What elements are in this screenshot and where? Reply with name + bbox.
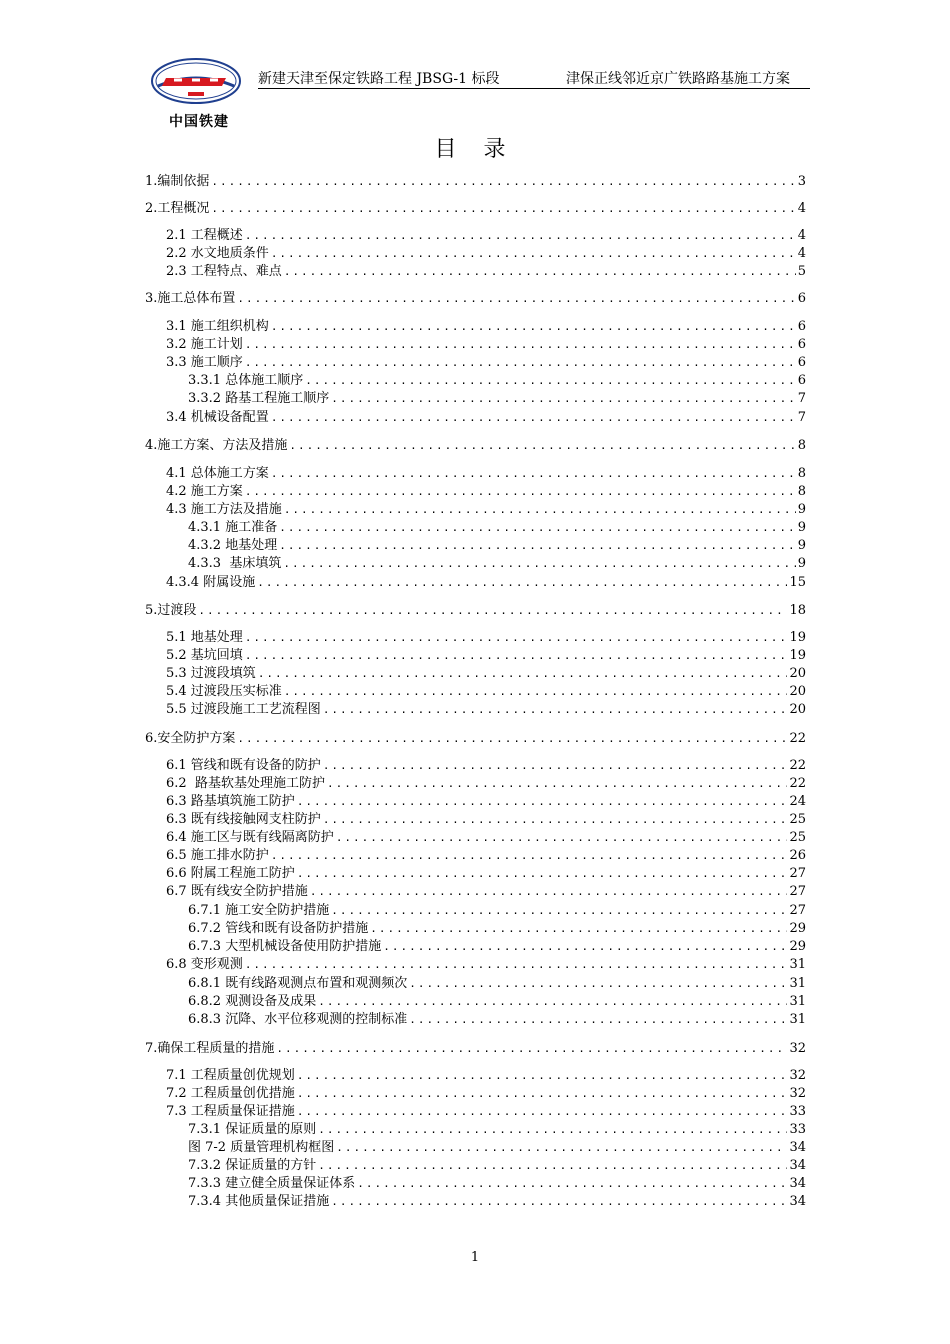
toc-entry-label: 3.3.2 路基工程施工顺序 <box>188 391 330 406</box>
toc-entry-page: 20 <box>789 684 806 699</box>
toc-entry-label: 4.1 总体施工方案 <box>166 466 269 481</box>
toc-entry[interactable] <box>166 574 806 591</box>
toc-leader-dots <box>318 1157 787 1174</box>
toc-entry-label: 3.3.1 总体施工顺序 <box>188 373 304 388</box>
toc-entry[interactable] <box>166 883 806 900</box>
toc-entry-page: 34 <box>789 1194 806 1209</box>
toc-entry-label: 6.1 管线和既有设备的防护 <box>166 758 321 773</box>
toc-entry-page: 33 <box>789 1104 806 1119</box>
toc-leader-dots <box>271 847 788 864</box>
toc-entry[interactable] <box>145 200 806 217</box>
toc-entry[interactable] <box>166 956 806 973</box>
toc-entry[interactable] <box>166 354 806 371</box>
toc-entry-page: 20 <box>789 702 806 717</box>
toc-entry-page: 9 <box>797 538 806 553</box>
toc-leader-dots <box>284 263 796 280</box>
crcc-logo-icon <box>148 56 244 106</box>
toc-entry[interactable] <box>166 409 806 426</box>
header-rule <box>258 88 810 89</box>
toc-entry[interactable] <box>145 290 806 307</box>
toc-entry[interactable] <box>145 173 806 190</box>
toc-entry-label: 5.1 地基处理 <box>166 630 243 645</box>
toc-entry[interactable] <box>145 730 806 747</box>
toc-entry-page: 5 <box>797 264 806 279</box>
toc-entry-page: 33 <box>789 1122 806 1137</box>
toc-entry[interactable] <box>145 437 806 454</box>
toc-entry-page: 32 <box>789 1086 806 1101</box>
toc-leader-dots <box>271 245 796 262</box>
toc-entry-label: 6.3 路基填筑施工防护 <box>166 794 295 809</box>
toc-entry-label: 6.7.2 管线和既有设备防护措施 <box>188 921 369 936</box>
toc-entry-label: 4.3.1 施工准备 <box>188 520 278 535</box>
toc-leader-dots <box>245 354 796 371</box>
toc-leader-dots <box>283 555 795 572</box>
toc-leader-dots <box>279 519 796 536</box>
crcc-logo <box>148 56 244 136</box>
toc-leader-dots <box>271 465 796 482</box>
toc-entry-label: 7.确保工程质量的措施 <box>145 1041 275 1056</box>
toc-entry[interactable] <box>166 647 806 664</box>
toc-entry-label: 6.8.1 既有线路观测点布置和观测频次 <box>188 976 408 991</box>
toc-leader-dots <box>237 730 787 747</box>
toc-entry-label: 4.3.4 附属设施 <box>166 575 256 590</box>
toc-entry-label: 7.2 工程质量创优措施 <box>166 1086 295 1101</box>
toc-entry-page: 6 <box>797 319 806 334</box>
toc-entry[interactable] <box>166 501 806 518</box>
toc-entry[interactable] <box>188 1121 806 1138</box>
toc-leader-dots <box>245 336 796 353</box>
toc-entry-page: 4 <box>797 201 806 216</box>
header-document-title: 津保正线邻近京广铁路路基施工方案 <box>566 71 790 87</box>
toc-entry-label: 6.4 施工区与既有线隔离防护 <box>166 830 334 845</box>
toc-entry-page: 4 <box>797 228 806 243</box>
toc-entry-page: 7 <box>797 391 806 406</box>
toc-entry-label: 4.2 施工方案 <box>166 484 243 499</box>
toc-entry-label: 6.8.2 观测设备及成果 <box>188 994 317 1009</box>
toc-entry[interactable] <box>166 865 806 882</box>
toc-entry-page: 31 <box>789 994 806 1009</box>
toc-entry-label: 3.3 施工顺序 <box>166 355 243 370</box>
toc-leader-dots <box>331 902 787 919</box>
toc-entry-label: 3.1 施工组织机构 <box>166 319 269 334</box>
toc-entry[interactable] <box>188 372 806 389</box>
toc-entry-label: 4.3.3 基床填筑 <box>188 556 282 571</box>
toc-leader-dots <box>297 865 788 882</box>
toc-entry[interactable] <box>188 1193 806 1210</box>
toc-entry-label: 4.3.2 地基处理 <box>188 538 278 553</box>
toc-leader-dots <box>318 1121 787 1138</box>
toc-leader-dots <box>289 437 795 454</box>
toc-entry-label: 3.2 施工计划 <box>166 337 243 352</box>
toc-entry-label: 2.2 水文地质条件 <box>166 246 269 261</box>
toc-entry-page: 32 <box>789 1041 806 1056</box>
toc-leader-dots <box>305 372 796 389</box>
toc-entry[interactable] <box>166 318 806 335</box>
toc-leader-dots <box>331 390 796 407</box>
toc-entry[interactable] <box>188 902 806 919</box>
toc-entry[interactable] <box>166 847 806 864</box>
toc-leader-dots <box>297 1085 788 1102</box>
toc-leader-dots <box>237 290 795 307</box>
toc-entry[interactable] <box>166 245 806 262</box>
toc-entry[interactable] <box>166 227 806 244</box>
toc-entry-page: 29 <box>789 921 806 936</box>
toc-entry[interactable] <box>166 793 806 810</box>
toc-entry[interactable] <box>166 701 806 718</box>
toc-entry[interactable] <box>188 920 806 937</box>
toc-entry-label: 6.6 附属工程施工防护 <box>166 866 295 881</box>
toc-entry-page: 22 <box>789 731 806 746</box>
toc-leader-dots <box>211 200 795 217</box>
toc-entry-page: 8 <box>797 438 806 453</box>
toc-entry[interactable] <box>166 465 806 482</box>
toc-entry-page: 32 <box>789 1068 806 1083</box>
toc-entry[interactable] <box>188 975 806 992</box>
toc-entry-page: 3 <box>797 174 806 189</box>
toc-entry[interactable] <box>166 829 806 846</box>
toc-leader-dots <box>323 757 788 774</box>
toc-entry-page: 34 <box>789 1140 806 1155</box>
toc-entry-label: 5.4 过渡段压实标准 <box>166 684 282 699</box>
toc-leader-dots <box>336 1139 787 1156</box>
toc-entry-page: 34 <box>789 1158 806 1173</box>
toc-leader-dots <box>409 1011 787 1028</box>
toc-entry[interactable] <box>166 1103 806 1120</box>
toc-leader-dots <box>271 409 796 426</box>
toc-entry[interactable] <box>145 602 806 619</box>
toc-title: 目 录 <box>434 137 516 162</box>
toc-leader-dots <box>258 665 788 682</box>
toc-entry-label: 2.工程概况 <box>145 201 210 216</box>
toc-entry-label: 7.3 工程质量保证措施 <box>166 1104 295 1119</box>
toc-entry-label: 7.3.4 其他质量保证措施 <box>188 1194 330 1209</box>
toc-entry-label: 图 7-2 质量管理机构框图 <box>188 1140 335 1155</box>
toc-entry-label: 7.3.1 保证质量的原则 <box>188 1122 317 1137</box>
toc-entry-page: 9 <box>797 520 806 535</box>
toc-entry[interactable] <box>188 1175 806 1192</box>
toc-entry-page: 18 <box>789 603 806 618</box>
toc-leader-dots <box>323 701 788 718</box>
toc-leader-dots <box>357 1175 787 1192</box>
toc-entry-label: 3.施工总体布置 <box>145 291 236 306</box>
toc-entry-page: 9 <box>797 556 806 571</box>
toc-entry[interactable] <box>166 629 806 646</box>
toc-leader-dots <box>279 537 796 554</box>
toc-leader-dots <box>297 793 788 810</box>
toc-entry[interactable] <box>188 537 806 554</box>
toc-leader-dots <box>318 993 787 1010</box>
toc-leader-dots <box>370 920 787 937</box>
toc-leader-dots <box>297 1067 788 1084</box>
toc-entry-page: 6 <box>797 355 806 370</box>
logo-text: 中国铁建 <box>169 114 229 130</box>
toc-entry-page: 24 <box>789 794 806 809</box>
toc-leader-dots <box>331 1193 787 1210</box>
toc-entry[interactable] <box>188 1139 806 1156</box>
page-number: 1 <box>470 1250 480 1265</box>
toc-entry[interactable] <box>166 757 806 774</box>
toc-entry[interactable] <box>166 483 806 500</box>
toc-entry-label: 3.4 机械设备配置 <box>166 410 269 425</box>
toc-entry-page: 31 <box>789 976 806 991</box>
toc-leader-dots <box>284 683 788 700</box>
toc-entry[interactable] <box>166 775 806 792</box>
toc-entry-page: 22 <box>789 776 806 791</box>
toc-entry-label: 1.编制依据 <box>145 174 210 189</box>
toc-entry[interactable] <box>166 811 806 828</box>
toc-entry-page: 25 <box>789 812 806 827</box>
toc-entry-page: 6 <box>797 373 806 388</box>
toc-entry-page: 8 <box>797 484 806 499</box>
toc-entry[interactable] <box>145 1040 806 1057</box>
toc-entry-page: 8 <box>797 466 806 481</box>
toc-entry-label: 6.5 施工排水防护 <box>166 848 269 863</box>
toc-entry-label: 6.7 既有线安全防护措施 <box>166 884 308 899</box>
toc-entry-label: 6.安全防护方案 <box>145 731 236 746</box>
toc-entry[interactable] <box>188 938 806 955</box>
toc-entry-label: 6.7.1 施工安全防护措施 <box>188 903 330 918</box>
toc-leader-dots <box>257 574 787 591</box>
toc-entry-page: 27 <box>789 884 806 899</box>
toc-leader-dots <box>276 1040 787 1057</box>
toc-entry-label: 4.3 施工方法及措施 <box>166 502 282 517</box>
toc-entry-label: 6.8 变形观测 <box>166 957 243 972</box>
toc-leader-dots <box>245 227 796 244</box>
page-header <box>148 52 808 132</box>
toc-entry-page: 9 <box>797 502 806 517</box>
toc-leader-dots <box>211 173 795 190</box>
toc-entry-page: 6 <box>797 291 806 306</box>
toc-entry[interactable] <box>166 683 806 700</box>
toc-leader-dots <box>245 629 788 646</box>
toc-entry[interactable] <box>188 519 806 536</box>
toc-entry[interactable] <box>166 1085 806 1102</box>
toc-entry-label: 7.3.3 建立健全质量保证体系 <box>188 1176 356 1191</box>
toc-entry[interactable] <box>166 263 806 280</box>
toc-entry-page: 31 <box>789 957 806 972</box>
toc-entry-page: 4 <box>797 246 806 261</box>
toc-entry-label: 6.7.3 大型机械设备使用防护措施 <box>188 939 382 954</box>
toc-entry-label: 5.2 基坑回填 <box>166 648 243 663</box>
toc-entry[interactable] <box>188 555 806 572</box>
toc-entry-label: 6.3 既有线接触网支柱防护 <box>166 812 321 827</box>
toc-leader-dots <box>245 647 788 664</box>
toc-entry-page: 27 <box>789 903 806 918</box>
toc-entry-label: 5.3 过渡段填筑 <box>166 666 256 681</box>
toc-entry[interactable] <box>188 993 806 1010</box>
toc-leader-dots <box>297 1103 788 1120</box>
toc-entry-page: 25 <box>789 830 806 845</box>
toc-entry-page: 20 <box>789 666 806 681</box>
toc-entry-label: 5.过渡段 <box>145 603 197 618</box>
toc-leader-dots <box>310 883 788 900</box>
toc-entry-page: 6 <box>797 337 806 352</box>
toc-entry-page: 15 <box>789 575 806 590</box>
toc-entry[interactable] <box>166 665 806 682</box>
toc-entry[interactable] <box>188 390 806 407</box>
toc-entry[interactable] <box>166 336 806 353</box>
toc-leader-dots <box>327 775 788 792</box>
toc-leader-dots <box>271 318 796 335</box>
header-project-title: 新建天津至保定铁路工程 JBSG-1 标段 <box>258 71 500 87</box>
toc-leader-dots <box>284 501 796 518</box>
toc-entry[interactable] <box>188 1011 806 1028</box>
toc-entry-page: 19 <box>789 630 806 645</box>
toc-leader-dots <box>245 956 788 973</box>
toc-entry-page: 7 <box>797 410 806 425</box>
toc-entry-page: 31 <box>789 1012 806 1027</box>
toc-entry-page: 27 <box>789 866 806 881</box>
toc-leader-dots <box>383 938 787 955</box>
toc-entry[interactable] <box>188 1157 806 1174</box>
toc-leader-dots <box>198 602 787 619</box>
toc-entry-page: 22 <box>789 758 806 773</box>
toc-entry-label: 4.施工方案、方法及措施 <box>145 438 288 453</box>
toc-entry-label: 7.1 工程质量创优规划 <box>166 1068 295 1083</box>
toc-entry-page: 34 <box>789 1176 806 1191</box>
toc-entry-label: 5.5 过渡段施工工艺流程图 <box>166 702 321 717</box>
toc-leader-dots <box>409 975 787 992</box>
toc-entry-page: 29 <box>789 939 806 954</box>
toc-entry-page: 26 <box>789 848 806 863</box>
toc-entry-label: 6.8.3 沉降、水平位移观测的控制标准 <box>188 1012 408 1027</box>
toc-entry-label: 6.2 路基软基处理施工防护 <box>166 776 325 791</box>
toc-entry-label: 2.1 工程概述 <box>166 228 243 243</box>
toc-entry-label: 2.3 工程特点、难点 <box>166 264 282 279</box>
toc-entry-page: 19 <box>789 648 806 663</box>
toc-entry-label: 7.3.2 保证质量的方针 <box>188 1158 317 1173</box>
toc-leader-dots <box>336 829 788 846</box>
toc-leader-dots <box>323 811 788 828</box>
toc-leader-dots <box>245 483 796 500</box>
toc-entry[interactable] <box>166 1067 806 1084</box>
